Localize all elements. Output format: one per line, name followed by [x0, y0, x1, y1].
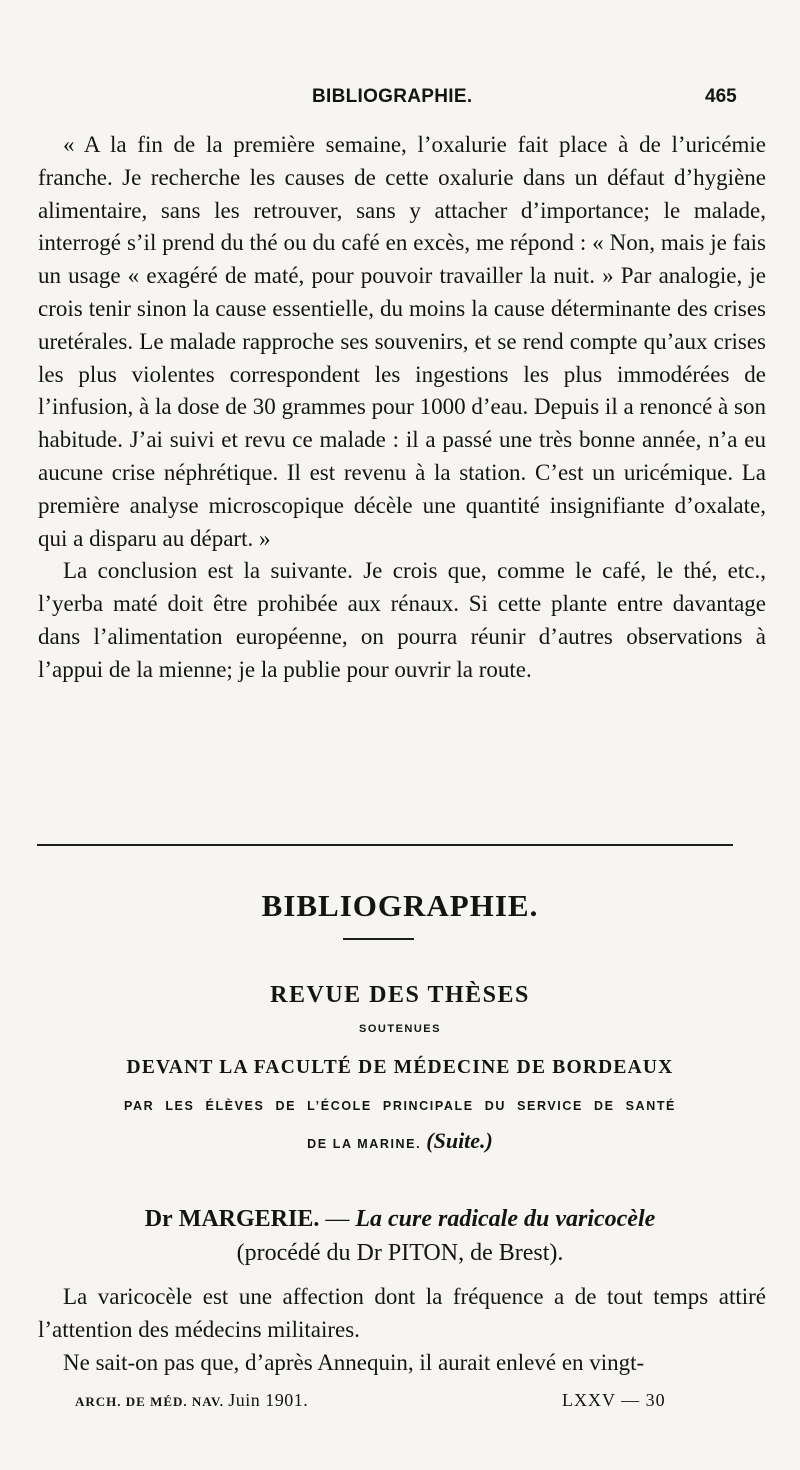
page-number: 465 [705, 86, 737, 107]
footer-signature [75, 1390, 308, 1411]
subheading-soutenues: SOUTENUES [359, 1023, 441, 1035]
running-head [0, 86, 800, 116]
footer-journal: ARCH. DE MÉD. NAV. [75, 1394, 224, 1409]
review-paragraph: Ne sait-on pas que, d’après Annequin, il aurait enlevé en vingt- [63, 1349, 645, 1375]
review-paragraph: La varicocèle est une affection dont la fréquence a de tout temps attiré l’attention des médecins militaires. [38, 1284, 766, 1342]
thesis-procedure: (procédé du Dr PITON, de Brest). [236, 1240, 564, 1266]
heading-underline [343, 938, 414, 940]
footer-volume: LXXV — 30 [562, 1390, 666, 1410]
author-prefix: Dr [144, 1206, 173, 1232]
subheading-marine [0, 1128, 800, 1154]
subheading-eleves: PAR LES ÉLÈVES DE L’ÉCOLE PRINCIPALE DU SERVICE DE SANTÉ [123, 1099, 676, 1113]
conclusion-paragraph: La conclusion est la suivante. Je crois que, comme le café, le thé, etc., l’yerba maté doit être prohibée aux rénaux. Si cette plante entre davantage dans l’alimentation européenne, on pourra réunir d’autres observations à l’appui de la mienne; je la publie pour ouvrir la route. [38, 558, 766, 682]
marine-label: DE LA MARINE. [307, 1137, 422, 1151]
thesis-review-text [38, 1281, 766, 1379]
section-divider [37, 844, 733, 846]
author-name: MARGERIE. [178, 1206, 320, 1232]
thesis-entry-heading [0, 1206, 800, 1233]
subheading-faculte: DEVANT LA FACULTÉ DE MÉDECINE DE BORDEAUX [126, 1057, 674, 1078]
quotation-block [38, 129, 766, 687]
author-dash: — [319, 1206, 356, 1232]
page-footer [0, 1390, 800, 1416]
quoted-paragraph: « A la fin de la première semaine, l’oxalurie fait place à de l’uricémie franche. Je recherche les causes de cette oxalurie dans un défaut d’hygiène alimentaire, sans les retrouver, sans y attacher d’importance; le malade, interrogé s’il prend du thé ou du café en excès, me répond : « Non, mais je fais un usage « exagéré de maté, pour pouvoir travailler la nuit. » Par analogie, je crois tenir sinon la cause essentielle, du moins la cause déterminante des crises uretérales. Le malade rapproche ses souvenirs, et se rend compte qu’aux crises les plus violentes correspondent les ingestions les plus immodérées de l’infusion, à la dose de 30 grammes pour 1000 d’eau. Depuis il a renoncé à son habitude. J’ai suivi et revu ce malade : il a passé une très bonne année, n’a eu aucune crise néphrétique. Il est revenu à la station. C’est un uricémique. La première analyse microscopique décèle une quantité insignifiante d’oxalate, qui a disparu au départ. » [38, 132, 766, 551]
suite-label: (Suite.) [426, 1128, 493, 1153]
section-heading: BIBLIOGRAPHIE. [261, 888, 539, 923]
subheading-revue: REVUE DES THÈSES [270, 982, 530, 1008]
thesis-title: La cure radicale du varicocèle [355, 1206, 656, 1232]
footer-date: Juin 1901. [228, 1390, 309, 1410]
running-head-title: BIBLIOGRAPHIE. [312, 86, 473, 107]
